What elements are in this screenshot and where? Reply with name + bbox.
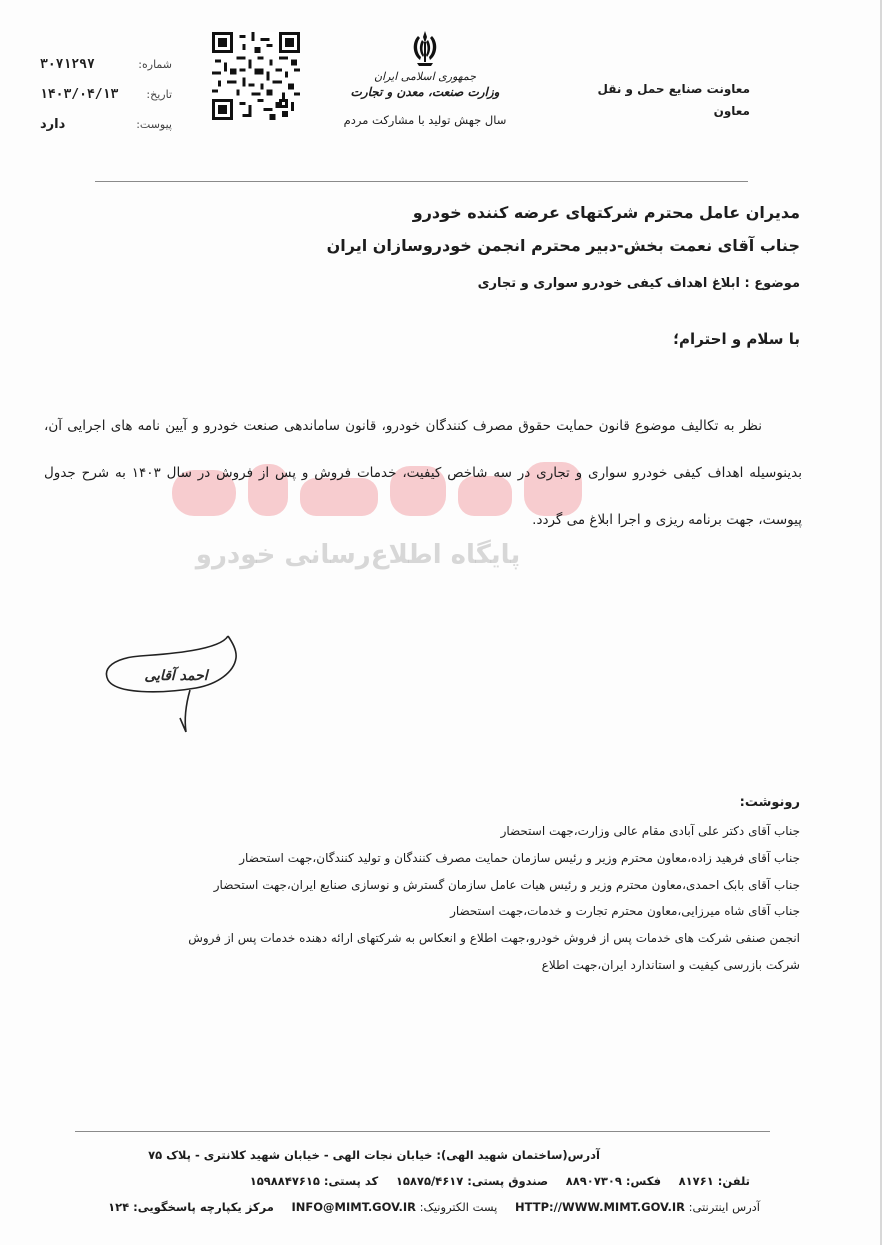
- number-label: شماره:: [138, 58, 172, 71]
- website-link[interactable]: HTTP://WWW.MIMT.GOV.IR: [515, 1200, 685, 1214]
- letter-number-row: [40, 50, 172, 80]
- letter-body: نظر به تکالیف موضوع قانون حمایت حقوق مصرف کنندگان خودرو، قانون ساماندهی صنعت خودرو و آیین نامه های اجرایی آن، بدینوسیله اهداف کیفی خودرو سواری و تجاری در سه شاخص کیفیت، خدمات فروش و پس از فروش در سال ۱۴۰۳ به شرح جدول پیوست، جهت برنامه ریزی و اجرا ابلاغ می گردد.: [44, 418, 802, 528]
- letter-meta: [40, 50, 172, 140]
- footer-po-box: صندوق پستی: ۱۵۸۷۵/۴۶۱۷: [395, 1174, 549, 1188]
- footer-divider: [75, 1131, 770, 1132]
- recipient-line-2: جناب آقای نعمت بخش-دبیر محترم انجمن خودروسازان ایران: [326, 236, 800, 255]
- letter-date-row: [40, 80, 172, 110]
- cc-item: انجمن صنفی شرکت های خدمات پس از فروش خودرو،جهت اطلاع و انعکاس به شرکتهای ارائه دهنده خدمات پس از فروش: [188, 931, 800, 946]
- letter-footer: [60, 1142, 760, 1220]
- cc-item: جناب آقای بابک احمدی،معاون محترم وزیر و رئیس هیات عامل سازمان گسترش و نوسازی صنایع ایران،جهت استحضار: [213, 877, 800, 892]
- iran-emblem-icon: [408, 28, 442, 68]
- letter-date: ۱۴۰۳/۰۴/۱۳: [40, 87, 119, 102]
- footer-fax: فکس: ۸۸۹۰۷۳۰۹: [565, 1174, 661, 1188]
- svg-text:احمد آقایی: احمد آقایی: [144, 668, 208, 684]
- department-block: [550, 78, 750, 122]
- footer-contact-row: [60, 1168, 760, 1194]
- footer-phone: تلفن: ۸۱۷۶۱: [678, 1174, 750, 1188]
- attachment-row: [40, 110, 172, 140]
- footer-address-row: [60, 1142, 760, 1168]
- department-role: معاون: [713, 104, 750, 118]
- footer-web-row: [60, 1194, 760, 1220]
- website-label: آدرس اینترنتی:: [688, 1200, 760, 1214]
- call-center: مرکز یکپارچه پاسخگویی: ۱۲۴: [108, 1200, 274, 1214]
- cc-item: جناب آقای شاه میرزایی،معاون محترم تجارت و خدمات،جهت استحضار: [450, 904, 800, 919]
- government-name: جمهوری اسلامی ایران: [373, 70, 477, 83]
- recipient-line-1: مدیران عامل محترم شرکتهای عرضه کننده خودرو: [412, 203, 800, 222]
- cc-item: شرکت بازرسی کیفیت و استاندارد ایران،جهت اطلاع: [541, 957, 800, 972]
- signature-icon: [100, 628, 250, 748]
- cc-list: [80, 818, 800, 979]
- footer-postal-code: کد پستی: ۱۵۹۸۸۴۷۶۱۵: [249, 1174, 379, 1188]
- email-label: پست الکترونیک:: [419, 1200, 498, 1214]
- cc-title: رونوشت:: [739, 795, 800, 810]
- date-label: تاریخ:: [146, 88, 172, 101]
- watermark-caption: پایگاه اطلاع‌رسانی خودرو: [195, 540, 521, 570]
- attachment-value: دارد: [40, 117, 66, 132]
- letter-number: ۳۰۷۱۲۹۷: [40, 57, 95, 72]
- cc-item: جناب آقای فرهید زاده،معاون محترم وزیر و رئیس سازمان حمایت مصرف کنندگان و تولید کنندگان،جهت استحضار: [239, 850, 800, 865]
- letter-subject: موضوع : ابلاغ اهداف کیفی خودرو سواری و تجاری: [477, 276, 800, 291]
- qr-code-icon: [212, 32, 300, 120]
- department-name: معاونت صنایع حمل و نقل: [597, 82, 750, 96]
- cc-item: جناب آقای دکتر علی آبادی مقام عالی وزارت،جهت استحضار: [500, 824, 800, 838]
- footer-address: آدرس(ساختمان شهید الهی): خیابان نجات الهی - خیابان شهید کلانتری - پلاک ۷۵: [148, 1148, 600, 1162]
- header-divider: [95, 181, 748, 182]
- email-link[interactable]: INFO@MIMT.GOV.IR: [291, 1200, 417, 1214]
- ministry-header: [330, 28, 520, 127]
- year-slogan: سال جهش تولید با مشارکت مردم: [343, 113, 507, 127]
- attachment-label: پیوست:: [136, 118, 172, 131]
- greeting: با سلام و احترام؛: [673, 330, 800, 348]
- ministry-name: وزارت صنعت، معدن و تجارت: [350, 85, 500, 99]
